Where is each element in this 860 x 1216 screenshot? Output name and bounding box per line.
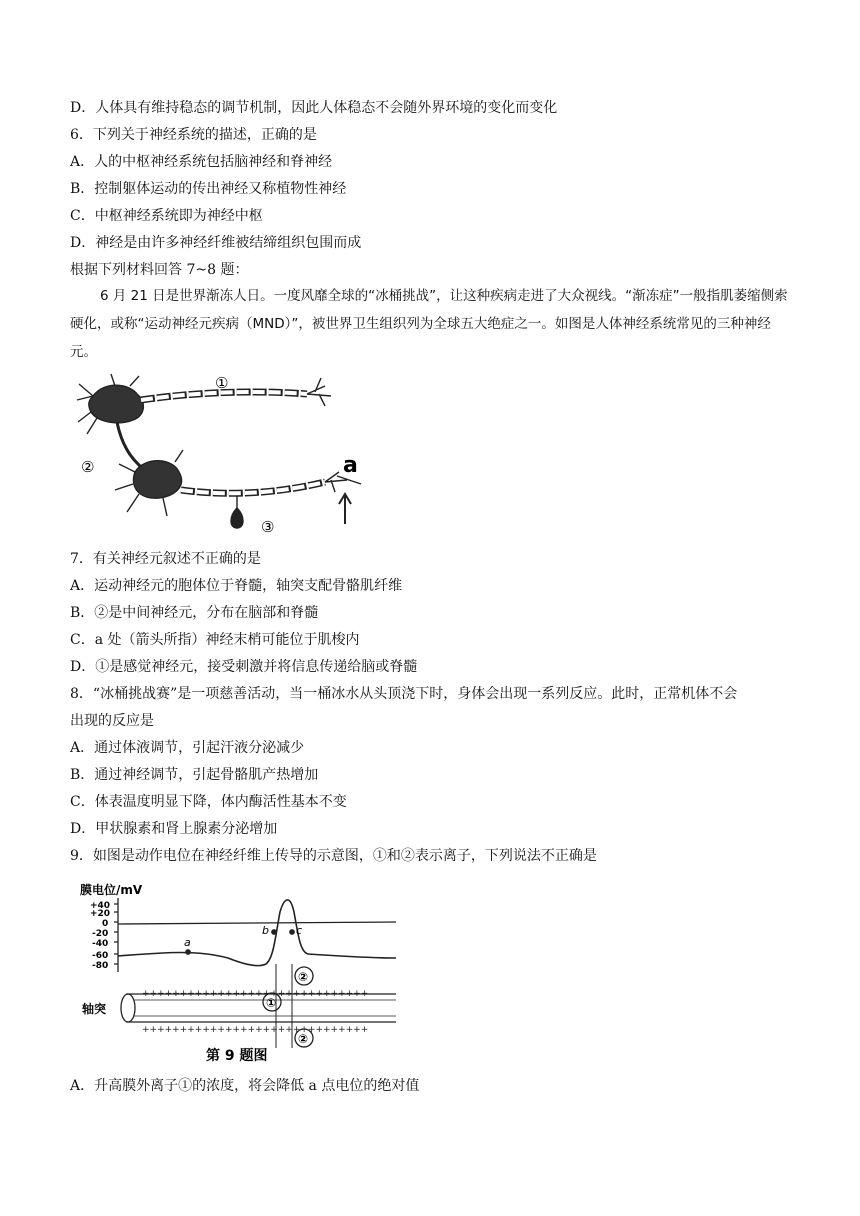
q5-option-d: D．人体具有维持稳态的调节机制，因此人体稳态不会随外界环境的变化而变化	[70, 100, 558, 116]
q7-option-a: A．运动神经元的胞体位于脊髓，轴突支配骨骼肌纤维	[70, 578, 403, 594]
q7-option-b: B．②是中间神经元，分布在脑部和脊髓	[70, 605, 319, 621]
ion-arrows	[276, 964, 292, 1048]
tick-0: 0	[102, 919, 109, 929]
tick-minus40: -40	[92, 939, 109, 949]
tick-minus60: -60	[92, 951, 109, 961]
q8-option-c: C．体表温度明显下降，体内酶活性基本不变	[70, 794, 347, 810]
zero-line	[118, 922, 396, 924]
q6-option-b: B．控制躯体运动的传出神经又称植物性神经	[70, 181, 347, 197]
stimulus-arrow	[339, 494, 351, 524]
q7-option-d: D．①是感觉神经元，接受刺激并将信息传递给脑或脊髓	[70, 659, 418, 675]
q6-option-d: D．神经是由许多神经纤维被结缔组织包围而成	[70, 235, 362, 251]
q8-option-b: B．通过神经调节，引起骨骼肌产热增加	[70, 767, 319, 783]
material-paragraph: 6 月 21 日是世界渐冻人日。一度风靡全球的“冰桶挑战”，让这种疾病走进了大众视线。“渐冻症”一般指肌萎缩侧索硬化，或称“运动神经元疾病（MND）”，被世界卫生组织列为全球五大绝症之一。如图是人体神经系统常见的三种神经元。	[70, 288, 788, 360]
figure-caption: 第 9 题图	[206, 1048, 268, 1064]
tick-minus20: -20	[92, 929, 109, 939]
q7-option-c: C．a 处（箭头所指）神经末梢可能位于肌梭内	[70, 632, 360, 648]
plus-signs-outer: ++++++++++++++++++++++++++++++	[142, 989, 369, 999]
q8-stem-line2: 出现的反应是	[70, 713, 154, 729]
ion2-top-label: ②	[298, 970, 309, 984]
label-3: ③	[261, 518, 275, 536]
y-axis-label: 膜电位/mV	[80, 883, 143, 897]
q8-option-a: A．通过体液调节，引起汗液分泌减少	[70, 740, 305, 756]
q8-option-d: D．甲状腺素和肾上腺素分泌增加	[70, 821, 278, 837]
top-soma	[89, 385, 144, 423]
tick-plus40: +40	[90, 901, 111, 911]
axon-end	[121, 994, 135, 1022]
bottom-soma	[133, 461, 181, 498]
point-b-label: b	[262, 924, 269, 937]
point-a-dot	[186, 950, 190, 954]
tick-minus80: -80	[92, 961, 109, 971]
q7-stem: 7．有关神经元叙述不正确的是	[70, 551, 261, 567]
axon-label: 轴突	[82, 1002, 107, 1016]
ion1-label: ①	[266, 996, 277, 1010]
tick-plus20: +20	[90, 909, 111, 919]
action-potential-figure	[78, 872, 408, 1068]
point-b-dot	[272, 930, 276, 934]
label-2: ②	[81, 458, 95, 476]
plus-signs-outer-bottom: ++++++++++++++++++++++++++++++	[142, 1025, 369, 1035]
q8-stem-line1: 8．“冰桶挑战赛”是一项慈善活动，当一桶冰水从头顶浇下时，身体会出现一系列反应。此时，正常机体不会	[70, 686, 738, 702]
point-c-dot	[290, 930, 294, 934]
q7-8-intro: 根据下列材料回答 7~8 题：	[70, 262, 249, 278]
point-a-label: a	[184, 936, 191, 949]
q6-option-c: C．中枢神经系统即为神经中枢	[70, 208, 263, 224]
q6-stem: 6．下列关于神经系统的描述，正确的是	[70, 127, 317, 143]
ion2-bottom-label: ②	[298, 1032, 309, 1046]
potential-curve	[118, 900, 396, 966]
label-1: ①	[215, 374, 229, 392]
label-a: a	[343, 453, 358, 478]
top-terminals	[307, 378, 331, 406]
sensory-soma	[231, 508, 243, 528]
neuron-figure	[75, 372, 375, 542]
q9-stem: 9．如图是动作电位在神经纤维上传导的示意图，①和②表示离子，下列说法不正确是	[70, 848, 597, 864]
q6-option-a: A．人的中枢神经系统包括脑神经和脊神经	[70, 154, 333, 170]
q9-option-a: A．升高膜外离子①的浓度，将会降低 a 点电位的绝对值	[70, 1078, 420, 1094]
point-c-label: c	[296, 924, 303, 937]
